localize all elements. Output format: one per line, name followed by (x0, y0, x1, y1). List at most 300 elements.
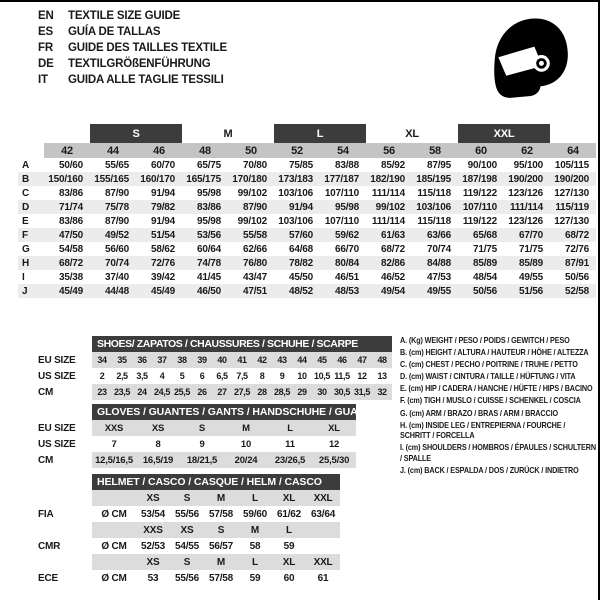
value-cell: 127/130 (554, 187, 590, 199)
value-cell: 45/49 (44, 284, 90, 298)
value-cell: 87/90 (104, 187, 129, 199)
measurement-legend (400, 335, 597, 477)
size-cell: 62 (504, 143, 550, 158)
value-cell: 31,5 (352, 384, 372, 400)
helmet-table-body (38, 490, 340, 586)
value-cell: 68/72 (44, 256, 90, 270)
value-cell: 35/38 (58, 271, 83, 283)
value-cell: 123/126 (508, 215, 544, 227)
value-cell: 76/80 (228, 256, 274, 270)
table-row (18, 228, 596, 242)
shoes-section-title: SHOES/ ZAPATOS / CHAUSSURES / SCHUHE / SCARPE (92, 336, 392, 352)
value-cell: 107/110 (324, 215, 360, 227)
row-label-cell: F (18, 228, 44, 242)
size-cell: 54 (320, 143, 366, 158)
size-cell: 48 (182, 143, 228, 158)
size-group-s: S (90, 124, 182, 143)
value-cell: S (170, 554, 204, 570)
value-cell: 75/85 (288, 159, 314, 171)
table-row (38, 452, 356, 468)
table-row (18, 214, 596, 228)
size-cell: 50 (228, 143, 274, 158)
value-cell: 34 (92, 352, 112, 368)
section-header-row (38, 336, 392, 352)
legend-item: I. (cm) SHOULDERS / HOMBROS / ÉPAULES / SCHULTERN / SPALLE (400, 442, 596, 463)
textile-size-table-body (18, 158, 596, 298)
legend-item: D. (cm) WAIST / CINTURA / TAILLE / HÜFTUNG / VITA (400, 371, 576, 382)
value-cell: L (238, 554, 272, 570)
value-cell: 83/86 (58, 215, 83, 227)
value-cell: 46/50 (182, 284, 228, 298)
value-cell (92, 490, 136, 506)
value-cell: 119/122 (462, 215, 498, 227)
table-row (38, 384, 392, 400)
value-cell: 165/175 (182, 172, 228, 186)
value-cell: S (180, 420, 224, 436)
size-group-xxl: XXL (458, 124, 550, 143)
value-cell: 25,5/30 (312, 452, 356, 468)
section-header-row (38, 404, 356, 420)
value-cell: 185/195 (412, 172, 458, 186)
value-cell: 50/60 (58, 159, 83, 171)
table-row (18, 242, 596, 256)
value-cell: 45 (312, 352, 332, 368)
table-row (18, 256, 596, 270)
row-label-cell: CMR (38, 538, 92, 554)
value-cell: 10,5 (314, 371, 330, 381)
value-cell: 71/75 (519, 243, 544, 255)
value-cell: 85/92 (380, 159, 406, 171)
value-cell: 39 (192, 352, 212, 368)
header-spacer (38, 404, 92, 420)
table-row (38, 538, 340, 554)
table-row (38, 522, 340, 538)
value-cell: XS (136, 490, 170, 506)
value-cell: 107/110 (458, 200, 504, 214)
value-cell: 123/126 (508, 187, 544, 199)
value-cell: 54/58 (58, 243, 83, 255)
value-cell: 83/88 (334, 159, 360, 171)
value-cell: XXL (306, 490, 340, 506)
value-cell: S (170, 490, 204, 506)
legend-item: H. (cm) INSIDE LEG / ENTREPIERNA / FOURCHE / SCHRITT / FORCELLA (400, 419, 566, 441)
value-cell: 99/102 (237, 215, 268, 227)
value-cell: 48/54 (472, 271, 498, 283)
value-cell: XXL (306, 554, 340, 570)
value-cell: 12,5/16,5 (92, 452, 136, 468)
value-cell: 95/100 (513, 159, 544, 171)
value-cell: 49/55 (519, 271, 544, 283)
value-cell: 46/51 (334, 271, 360, 283)
value-cell: 87/90 (104, 215, 129, 227)
value-cell: 190/200 (550, 172, 596, 186)
value-cell: 65/68 (458, 228, 504, 242)
value-cell: 47 (352, 352, 372, 368)
table-row (18, 284, 596, 298)
value-cell: XL (272, 490, 306, 506)
value-cell: 60/70 (150, 159, 176, 171)
size-group-m: M (182, 124, 274, 143)
value-cell: 71/75 (472, 243, 498, 255)
helmet-section-title: HELMET / CASCO / CASQUE / HELM / CASCO (92, 474, 340, 490)
value-cell: 155/165 (90, 172, 136, 186)
value-cell: 6 (199, 371, 205, 381)
language-title: TEXTILE SIZE GUIDE (68, 10, 181, 22)
value-cell: 8 (155, 438, 161, 450)
value-cell: 63/66 (412, 228, 458, 242)
value-cell: 51/56 (504, 284, 550, 298)
value-cell: 59 (283, 540, 295, 552)
size-cell: 46 (136, 143, 182, 158)
row-label-cell: US SIZE (38, 436, 92, 452)
value-cell: 59 (249, 572, 261, 584)
value-cell: 48 (372, 352, 392, 368)
value-cell: 75/78 (90, 200, 136, 214)
value-cell: 20/24 (224, 452, 268, 468)
value-cell: 90/100 (467, 159, 498, 171)
legend-item: A. (Kg) WEIGHT / PESO / POIDS / GEWITCH / PESO (400, 335, 570, 345)
value-cell: XS (170, 522, 204, 538)
value-cell: 78/82 (274, 256, 320, 270)
value-cell: 72/76 (565, 243, 590, 255)
table-row (18, 200, 596, 214)
value-cell: 127/130 (554, 215, 590, 227)
value-cell: 52/58 (550, 284, 596, 298)
table-row (38, 506, 340, 522)
gloves-section-title: GLOVES / GUANTES / GANTS / HANDSCHUHE / GUANTI (92, 404, 356, 420)
textile-size-table (18, 124, 596, 298)
language-code: FR (38, 42, 53, 54)
value-cell: 62/66 (242, 243, 268, 255)
language-title: TEXTILGRÖßENFÜHRUNG (68, 58, 211, 70)
value-cell: S (204, 522, 238, 538)
value-cell: 18/21,5 (180, 452, 224, 468)
value-cell: 68/72 (380, 243, 406, 255)
row-label-cell: ECE (38, 570, 92, 586)
value-cell: 182/190 (366, 172, 412, 186)
value-cell: 2 (99, 371, 105, 381)
value-cell: M (224, 420, 268, 436)
value-cell: 65/75 (196, 159, 222, 171)
language-row (38, 10, 227, 26)
value-cell: 10 (297, 371, 307, 381)
value-cell (306, 538, 340, 554)
value-cell: 49/55 (412, 284, 458, 298)
value-cell: 85/89 (504, 256, 550, 270)
value-cell: 13 (377, 371, 387, 381)
shoes-table-body (38, 352, 392, 400)
value-cell: 160/170 (136, 172, 182, 186)
value-cell: 47/53 (426, 271, 452, 283)
value-cell: 95/98 (196, 187, 222, 199)
value-cell: 64/68 (288, 243, 314, 255)
table-row (38, 436, 356, 452)
row-label-cell: EU SIZE (38, 420, 92, 436)
value-cell: 119/122 (462, 187, 498, 199)
value-cell: XXS (92, 420, 136, 436)
table-row (38, 554, 340, 570)
row-label-cell: CM (38, 384, 92, 400)
row-label-cell: E (22, 215, 29, 227)
value-cell: 59/62 (320, 228, 366, 242)
group-spacer (550, 124, 596, 143)
row-label-cell: J (18, 284, 44, 298)
size-cell: 52 (274, 143, 320, 158)
value-cell: 41 (232, 352, 252, 368)
value-cell: 87/90 (228, 200, 274, 214)
legend-item: G. (cm) ARM / BRAZO / BRAS / ARM / BRACCIO (400, 407, 558, 418)
value-cell: 49/52 (90, 228, 136, 242)
value-cell: M (204, 554, 238, 570)
size-cell: 44 (90, 143, 136, 158)
value-cell: 105/115 (554, 159, 590, 171)
value-cell: 83/86 (58, 187, 83, 199)
language-row (38, 74, 227, 90)
value-cell: 8 (259, 371, 265, 381)
table-row (18, 186, 596, 200)
value-cell: 28 (252, 384, 272, 400)
value-cell: XXS (136, 522, 170, 538)
value-cell: 91/94 (274, 200, 320, 214)
row-label-cell: C (22, 187, 30, 199)
value-cell: 59/60 (242, 508, 268, 520)
value-cell: 115/118 (417, 187, 452, 199)
value-cell: 28,5 (272, 384, 292, 400)
value-cell: 150/160 (44, 172, 90, 186)
value-cell: 72/76 (136, 256, 182, 270)
value-cell: 52/53 (140, 540, 166, 552)
value-cell: 4 (159, 371, 165, 381)
value-cell: 30,5 (332, 384, 352, 400)
size-cell: 42 (44, 143, 90, 158)
value-cell: 37 (152, 352, 172, 368)
value-cell: 95/98 (320, 200, 366, 214)
value-cell: 9 (279, 371, 285, 381)
value-cell: 170/180 (228, 172, 274, 186)
value-cell: 55/56 (174, 572, 200, 584)
language-row (38, 42, 227, 58)
value-cell: 12 (357, 371, 367, 381)
value-cell: 24 (132, 384, 152, 400)
value-cell: XL (272, 554, 306, 570)
value-cell: 87/95 (426, 159, 452, 171)
legend-item: E. (cm) HIP / CADERA / HANCHE / HÜFTE / HIPS / BACINO (400, 383, 593, 394)
value-cell: 29 (292, 384, 312, 400)
value-cell: 115/118 (417, 215, 452, 227)
row-label-cell: CM (38, 452, 92, 468)
shoes-size-table (38, 336, 392, 400)
table-row (18, 158, 596, 172)
value-cell: Ø CM (101, 508, 127, 520)
value-cell: 70/74 (90, 256, 136, 270)
value-cell: 49/54 (366, 284, 412, 298)
value-cell: 60/64 (196, 243, 222, 255)
value-cell: 7,5 (236, 371, 248, 381)
value-cell: 115/119 (550, 200, 596, 214)
table-row (38, 368, 392, 384)
language-code: EN (38, 10, 54, 22)
section-header-row (38, 474, 340, 490)
value-cell: 48/53 (320, 284, 366, 298)
value-cell: 54/55 (174, 540, 200, 552)
size-cell: 60 (458, 143, 504, 158)
value-cell: 47/50 (44, 228, 90, 242)
row-label-cell: EU SIZE (38, 352, 92, 368)
language-row (38, 58, 227, 74)
table-row (38, 490, 340, 506)
value-cell: 55/56 (174, 508, 200, 520)
legend-item: J. (cm) BACK / ESPALDA / DOS / ZURÜCK / INDIETRO (400, 465, 579, 476)
size-cell: 58 (412, 143, 458, 158)
value-cell: 107/110 (324, 187, 360, 199)
row-label-cell (38, 490, 92, 506)
row-label-cell: FIA (38, 506, 92, 522)
value-cell: 45/50 (288, 271, 314, 283)
value-cell: 74/78 (182, 256, 228, 270)
header-spacer (38, 474, 92, 490)
value-cell: 37/40 (104, 271, 129, 283)
value-cell: 41/45 (196, 271, 222, 283)
value-cell: 38 (172, 352, 192, 368)
value-cell: 26 (192, 384, 212, 400)
value-cell: 58/62 (150, 243, 176, 255)
value-cell: 42 (252, 352, 272, 368)
value-cell: 67/70 (504, 228, 550, 242)
value-cell: 24,5 (152, 384, 172, 400)
value-cell: 71/74 (44, 200, 90, 214)
value-cell: XS (136, 554, 170, 570)
value-cell: M (238, 522, 272, 538)
value-cell: L (272, 522, 306, 538)
value-cell: 30 (312, 384, 332, 400)
row-label-cell: I (22, 271, 25, 283)
row-label-cell: G (22, 243, 30, 255)
value-cell: 11,5 (334, 371, 350, 381)
value-cell: 23/26,5 (268, 452, 312, 468)
value-cell: 53/56 (182, 228, 228, 242)
value-cell: 99/102 (366, 200, 412, 214)
language-code: ES (38, 26, 53, 38)
value-cell: 56/57 (208, 540, 234, 552)
row-label-cell: US SIZE (38, 368, 92, 384)
row-label-cell (38, 522, 92, 538)
value-cell: 57/60 (274, 228, 320, 242)
table-row (38, 352, 392, 368)
language-title: GUIDE DES TAILLES TEXTILE (68, 42, 227, 54)
language-row (38, 26, 227, 42)
value-cell: 43/47 (242, 271, 268, 283)
value-cell: 190/200 (504, 172, 550, 186)
value-cell: 61 (317, 572, 329, 584)
value-cell: 57/58 (208, 508, 234, 520)
value-cell: 61/62 (276, 508, 302, 520)
language-title: GUIDA ALLE TAGLIE TESSILI (68, 74, 224, 86)
value-cell: 50/56 (458, 284, 504, 298)
value-cell: 87/91 (550, 256, 596, 270)
value-cell: 27,5 (232, 384, 252, 400)
table-row (18, 172, 596, 186)
value-cell: 23 (92, 384, 112, 400)
table-row (38, 570, 340, 586)
racing-helmet-icon (486, 13, 574, 105)
value-cell: 40 (212, 352, 232, 368)
value-cell: 47/51 (228, 284, 274, 298)
size-group-xl: XL (366, 124, 458, 143)
value-cell: 32 (372, 384, 392, 400)
value-cell: 56/60 (104, 243, 129, 255)
value-cell: 16,5/19 (136, 452, 180, 468)
value-cell: 46/52 (380, 271, 406, 283)
value-cell: 43 (272, 352, 292, 368)
helmet-size-table (38, 474, 340, 586)
numeric-size-row (18, 143, 596, 158)
value-cell: 103/106 (278, 215, 314, 227)
value-cell: 58 (249, 540, 261, 552)
legend-item: C. (cm) CHEST / PECHO / POITRINE / TRUHE / PETTO (400, 359, 578, 370)
value-cell: 7 (111, 438, 117, 450)
value-cell: 85/89 (458, 256, 504, 270)
value-cell: 6,5 (216, 371, 228, 381)
value-cell: 36 (132, 352, 152, 368)
value-cell: 173/183 (274, 172, 320, 186)
value-cell: 111/114 (504, 200, 550, 214)
value-cell: 50/56 (565, 271, 590, 283)
group-spacer (18, 124, 90, 143)
value-cell (92, 522, 136, 538)
value-cell: 91/94 (150, 187, 176, 199)
value-cell: 111/114 (371, 187, 406, 199)
value-cell: 60 (283, 572, 295, 584)
value-cell: 70/74 (426, 243, 452, 255)
value-cell: 70/80 (242, 159, 268, 171)
value-cell: 55/58 (228, 228, 274, 242)
value-cell: 53 (147, 572, 159, 584)
value-cell: XS (136, 420, 180, 436)
value-cell: Ø CM (101, 572, 127, 584)
value-cell: 84/88 (412, 256, 458, 270)
value-cell: 57/58 (208, 572, 234, 584)
value-cell: 103/106 (278, 187, 314, 199)
value-cell: 177/187 (320, 172, 366, 186)
value-cell: Ø CM (101, 540, 127, 552)
value-cell: 91/94 (150, 215, 176, 227)
row-label-cell: B (18, 172, 44, 186)
language-title-list (38, 10, 227, 90)
value-cell: 79/82 (136, 200, 182, 214)
value-cell: 5 (179, 371, 185, 381)
row-label-cell: A (22, 159, 30, 171)
value-cell: 53/54 (140, 508, 166, 520)
gloves-table-body (38, 420, 356, 468)
legend-item: B. (cm) HEIGHT / ALTURA / HAUTEUR / HÖHE / ALTEZZA (400, 347, 589, 358)
value-cell: 46 (332, 352, 352, 368)
value-cell: 9 (199, 438, 205, 450)
value-cell: 55/65 (104, 159, 129, 171)
row-label-cell (38, 554, 92, 570)
header-spacer (38, 336, 92, 352)
value-cell: 99/102 (237, 187, 268, 199)
row-label-cell: D (18, 200, 44, 214)
table-row (18, 270, 596, 284)
value-cell: L (268, 420, 312, 436)
value-cell: 103/106 (412, 200, 458, 214)
value-cell: 44 (292, 352, 312, 368)
value-cell: 95/98 (196, 215, 222, 227)
row-label-cell: H (18, 256, 44, 270)
size-cell: 64 (550, 143, 596, 158)
corner-cell (18, 143, 44, 158)
value-cell: 61/63 (366, 228, 412, 242)
